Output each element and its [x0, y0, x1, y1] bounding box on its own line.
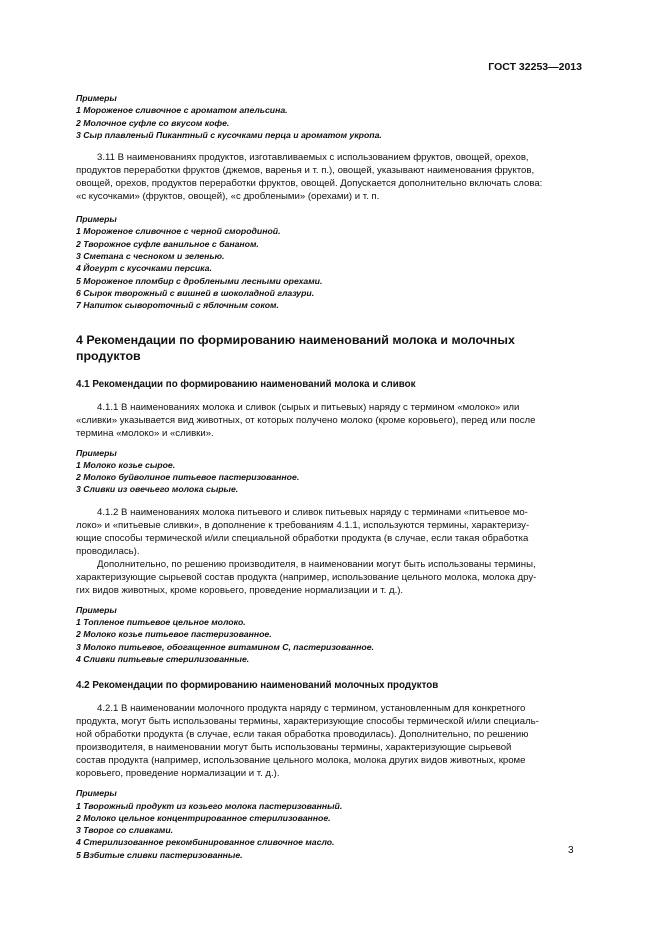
paragraph-line: 3.11 В наименованиях продуктов, изготавливаемых с использованием фруктов, овощей, орехов, — [97, 152, 529, 164]
paragraph-line: 4.1.2 В наименованиях молока питьевого и сливок питьевых наряду с терминами «питьевое мо- — [97, 506, 528, 518]
example-item: 1 Мороженое сливочное с ароматом апельсина. — [76, 105, 288, 116]
paragraph-line: состав продукта (например, использование цельного молока, молока других видов животных, кроме — [76, 755, 526, 767]
paragraph-line: производителя, в наименовании могут быть использованы термины, характеризующие сырьевой — [76, 742, 512, 754]
paragraph-3-11 — [76, 151, 583, 203]
heading-line: продуктов — [76, 348, 141, 363]
examples-title: Примеры — [76, 214, 117, 225]
example-item: 2 Молочное суфле со вкусом кофе. — [76, 117, 230, 128]
example-item: 2 Творожное суфле ванильное с бананом. — [76, 238, 259, 249]
section-4-2-heading: 4.2 Рекомендации по формированию наименований молочных продуктов — [76, 680, 439, 692]
examples-block-2 — [76, 213, 583, 311]
examples-block-1 — [76, 92, 583, 141]
examples-block-3 — [76, 447, 583, 496]
example-item: 3 Сметана с чесноком и зеленью. — [76, 251, 225, 262]
paragraph-line: 4.2.1 В наименовании молочного продукта наряду с термином, установленным для конкретного — [97, 703, 526, 715]
example-item: 1 Топленое питьевое цельное молоко. — [76, 617, 246, 628]
paragraph-line: проводилась). — [76, 545, 140, 557]
paragraph-line: продуктов переработки фруктов (джемов, варенья и т. п.), овощей, указывают наименования фруктов, — [76, 165, 535, 177]
examples-title: Примеры — [76, 788, 117, 799]
paragraph-4-2-1 — [76, 702, 583, 780]
paragraph-line: продукта, могут быть использованы термины, характеризующие способы термической и/или специаль- — [76, 716, 539, 728]
example-item: 7 Напиток сывороточный с яблочным соком. — [76, 300, 279, 311]
paragraph-line: ющие способы термической и/или специальной обработки продукта (в случае, если такая обработка — [76, 532, 529, 544]
example-item: 5 Мороженое пломбир с дроблеными лесными орехами. — [76, 275, 323, 286]
paragraph-line: овощей, орехов, продуктов переработки фруктов, овощей. Допускается дополнительно включать слова: — [76, 178, 543, 190]
paragraph-4-1-1 — [76, 401, 583, 440]
example-item: 3 Творог со сливками. — [76, 825, 174, 836]
example-item: 1 Мороженое сливочное с черной смородиной. — [76, 226, 281, 237]
paragraph-line: «сливки» указывается вид животных, от которых получено молоко (кроме коровьего), перед или после — [76, 414, 536, 426]
example-item: 3 Сыр плавленый Пикантный с кусочками перца и ароматом укропа. — [76, 129, 382, 140]
document-id: ГОСТ 32253—2013 — [488, 61, 582, 73]
section-4-heading — [76, 332, 583, 364]
example-item: 4 Сливки питьевые стерилизованные. — [76, 653, 250, 664]
paragraph-line: коровьего, проведение нормализации и т. д.). — [76, 768, 280, 780]
section-4-1-heading: 4.1 Рекомендации по формированию наименований молока и сливок — [76, 378, 416, 390]
example-item: 2 Молоко цельное концентрированное стерилизованное. — [76, 812, 331, 823]
examples-block-4 — [76, 604, 583, 665]
paragraph-line: Дополнительно, по решению производителя, в наименовании могут быть использованы термины, — [97, 558, 536, 570]
paragraph-line: 4.1.1 В наименованиях молока и сливок (сырых и питьевых) наряду с термином «молоко» или — [97, 401, 520, 413]
paragraph-4-1-2-continued — [76, 558, 583, 597]
example-item: 2 Молоко буйволиное питьевое пастеризованное. — [76, 472, 300, 483]
example-item: 6 Сырок творожный с вишней в шоколадной глазури. — [76, 287, 315, 298]
example-item: 1 Творожный продукт из козьего молока пастеризованный. — [76, 800, 343, 811]
page-content — [76, 92, 583, 861]
example-item: 1 Молоко козье сырое. — [76, 459, 176, 470]
examples-title: Примеры — [76, 604, 117, 615]
examples-block-5 — [76, 787, 583, 861]
example-item: 2 Молоко козье питьевое пастеризованное. — [76, 629, 272, 640]
examples-title: Примеры — [76, 93, 117, 103]
example-item: 4 Йогурт с кусочками персика. — [76, 263, 212, 274]
paragraph-line: гих видов животных, кроме коровьего, проведение нормализации и т. д.). — [76, 584, 404, 596]
example-item: 5 Взбитые сливки пастеризованные. — [76, 849, 243, 860]
paragraph-line: термина «молоко» и «сливки». — [76, 427, 214, 439]
paragraph-line: характеризующие сырьевой состав продукта (например, использование цельного молока, молока дру- — [76, 571, 537, 583]
page-number: 3 — [568, 845, 574, 856]
paragraph-4-1-2 — [76, 506, 583, 558]
paragraph-line: ной обработки продукта (в случае, если такая обработка проводилась). Дополнительно, по решению — [76, 729, 529, 741]
paragraph-line: «с кусочками» (фруктов, овощей), «с дроблеными» (орехами) и т. п. — [76, 191, 380, 203]
examples-title: Примеры — [76, 447, 117, 458]
heading-line: 4 Рекомендации по формированию наименований молока и молочных — [76, 332, 515, 347]
example-item: 3 Молоко питьевое, обогащенное витамином С, пастеризованное. — [76, 641, 374, 652]
example-item: 3 Сливки из овечьего молока сырые. — [76, 484, 239, 495]
paragraph-line: локо» и «питьевые сливки», в дополнение к требованиям 4.1.1, используются термины, характеризу- — [76, 519, 530, 531]
example-item: 4 Стерилизованное рекомбинированное сливочное масло. — [76, 837, 335, 848]
